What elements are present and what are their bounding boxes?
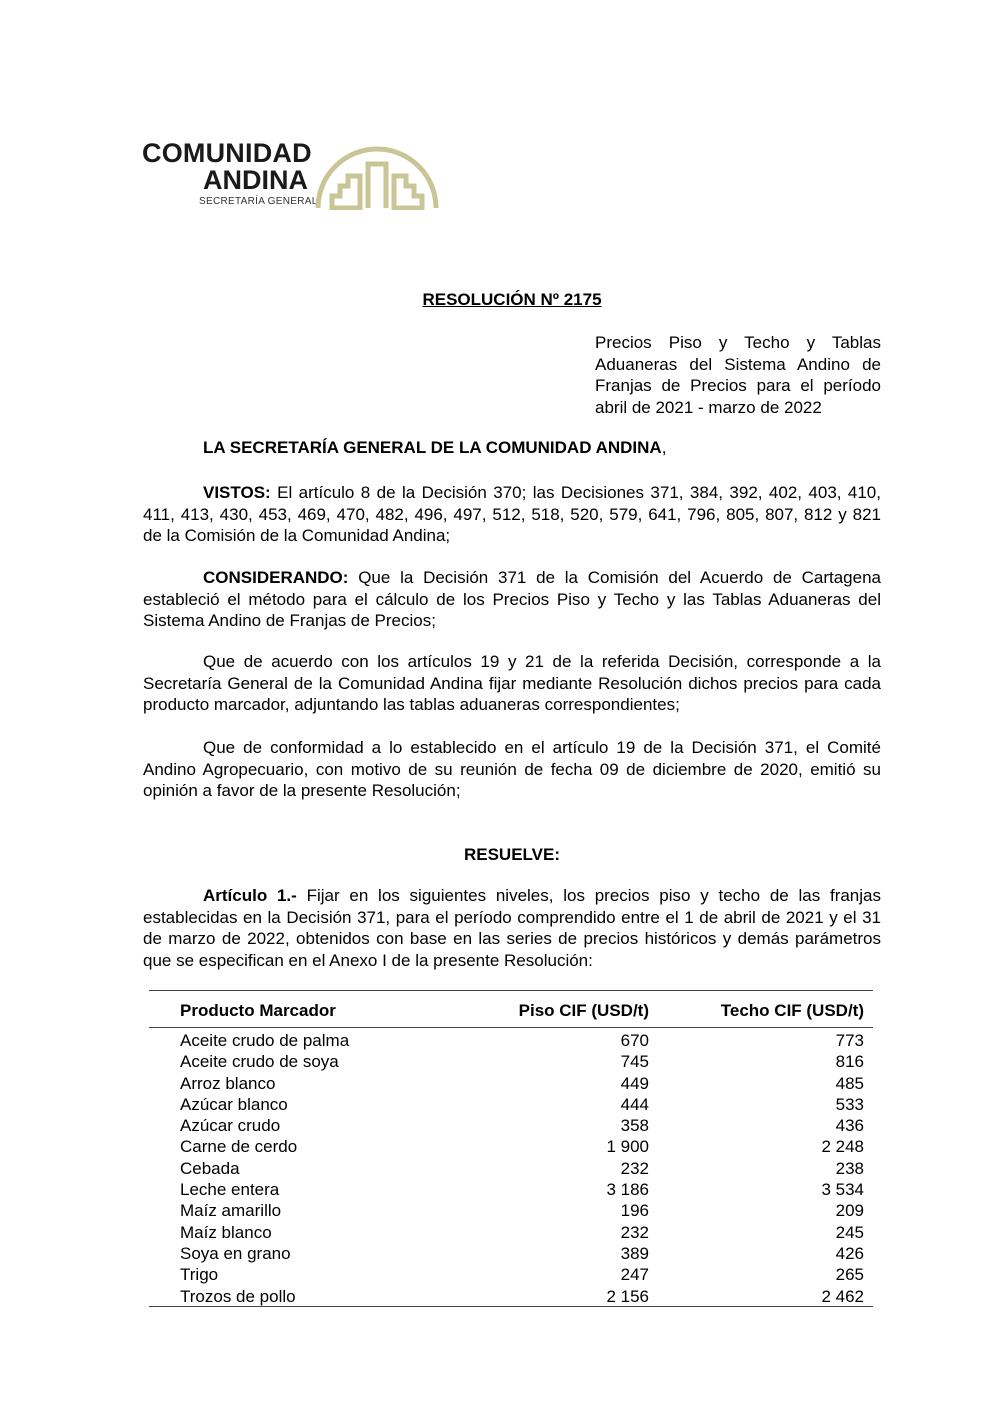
article-1-text: Fijar en los siguientes niveles, los precios piso y techo de las franjas establecidas en la Decisión 371, para el período comprendido entre el 1 de abril de 2021 y el 31 de marzo de 2022, obtenidos con base en las series de precios históricos y demás parámetros que se especifican en el Anexo I de la presente Resolución: [143, 886, 881, 970]
resolution-summary: Precios Piso y Techo y Tablas Aduaneras del Sistema Andino de Franjas de Precios para el período abril de 2021 - marzo de 2022 [595, 333, 881, 417]
cell-techo: 816 [835, 1052, 864, 1072]
table-row [149, 1094, 873, 1115]
table-top-rule [149, 990, 873, 991]
table-header-rule [149, 1027, 873, 1028]
andean-arch-icon [312, 140, 442, 210]
cell-piso: 2 156 [606, 1286, 649, 1306]
considerando-paragraph [143, 567, 881, 632]
cell-techo: 2 248 [821, 1137, 864, 1157]
cell-techo: 265 [835, 1265, 864, 1285]
authority-name: LA SECRETARÍA GENERAL DE LA COMUNIDAD ANDINA [203, 438, 662, 457]
cell-product: Aceite crudo de soya [180, 1052, 339, 1072]
table-row [149, 1179, 873, 1200]
cell-product: Leche entera [180, 1180, 280, 1200]
cell-product: Trozos de pollo [180, 1286, 296, 1306]
article-1-label: Artículo 1.- [203, 886, 297, 905]
vistos-label: VISTOS: [203, 483, 271, 502]
table-row [149, 1051, 873, 1072]
cell-product: Carne de cerdo [180, 1137, 298, 1157]
cell-product: Arroz blanco [180, 1073, 276, 1093]
cell-piso: 389 [620, 1243, 649, 1263]
cell-techo: 426 [835, 1243, 864, 1263]
table-row [149, 1286, 873, 1307]
table-row [149, 1136, 873, 1157]
cell-piso: 232 [620, 1158, 649, 1178]
cell-product: Maíz blanco [180, 1222, 272, 1242]
cell-techo: 485 [835, 1073, 864, 1093]
cell-techo: 245 [835, 1222, 864, 1242]
cell-piso: 1 900 [606, 1137, 649, 1157]
header-piso: Piso CIF (USD/t) [518, 1001, 649, 1020]
cell-piso: 444 [620, 1094, 649, 1114]
header-producto: Producto Marcador [180, 1001, 336, 1020]
table-row [149, 1030, 873, 1051]
cell-piso: 196 [620, 1201, 649, 1221]
cell-piso: 449 [620, 1073, 649, 1093]
cell-product: Cebada [180, 1158, 240, 1178]
cell-piso: 247 [620, 1265, 649, 1285]
logo-line-2: ANDINA [203, 165, 308, 195]
cell-product: Azúcar crudo [180, 1116, 281, 1136]
table-row [149, 1200, 873, 1221]
cell-product: Azúcar blanco [180, 1094, 288, 1114]
cell-product: Aceite crudo de palma [180, 1031, 350, 1050]
cell-piso: 670 [620, 1031, 649, 1050]
cell-techo: 209 [835, 1201, 864, 1221]
cell-techo: 773 [835, 1031, 864, 1050]
resolution-title: RESOLUCIÓN Nº 2175 [422, 290, 602, 309]
cell-techo: 238 [835, 1158, 864, 1178]
table-row [149, 1158, 873, 1179]
vistos-text: El artículo 8 de la Decisión 370; las Decisiones 371, 384, 392, 402, 403, 410, 411, 413, 430, 453, 469, 470, 482, 496, 497, 512, 518, 520, 579, 641, 796, 805, 807, 812 y 821 de la Comisión de la Comunidad Andina; [143, 483, 881, 545]
table-row [149, 1222, 873, 1243]
cell-piso: 358 [620, 1116, 649, 1136]
paragraph-3: Que de conformidad a lo establecido en el artículo 19 de la Decisión 371, el Comité Andino Agropecuario, con motivo de su reunión de fecha 09 de diciembre de 2020, emitió su opinión a favor de la presente Resolución; [143, 738, 881, 800]
logo-line-3: SECRETARÍA GENERAL [199, 196, 318, 207]
cell-piso: 745 [620, 1052, 649, 1072]
cell-techo: 533 [835, 1094, 864, 1114]
table-bottom-rule [149, 1306, 873, 1307]
cell-techo: 2 462 [821, 1286, 864, 1306]
table-body [149, 1030, 873, 1307]
considerando-label: CONSIDERANDO: [203, 568, 349, 587]
vistos-paragraph [143, 482, 881, 547]
cell-product: Maíz amarillo [180, 1201, 282, 1221]
authority-paragraph [143, 437, 881, 459]
cell-product: Trigo [180, 1265, 219, 1285]
table-row [149, 1264, 873, 1285]
paragraph-2: Que de acuerdo con los artículos 19 y 21 de la referida Decisión, corresponde a la Secretaría General de la Comunidad Andina fijar mediante Resolución dichos precios para cada producto marcador, adjuntando las tablas aduaneras correspondientes; [143, 652, 881, 714]
article-1-paragraph [143, 885, 881, 971]
table-row [149, 1073, 873, 1094]
table-row [149, 1115, 873, 1136]
logo-line-1: COMUNIDAD [142, 138, 312, 168]
authority-tail: , [661, 438, 667, 457]
cell-techo: 3 534 [821, 1180, 864, 1200]
resuelve-heading: RESUELVE: [463, 845, 561, 864]
cell-techo: 436 [835, 1116, 864, 1136]
header-techo: Techo CIF (USD/t) [720, 1001, 864, 1020]
considerando-text: Que la Decisión 371 de la Comisión del Acuerdo de Cartagena estableció el método para el cálculo de los Precios Piso y Techo y las Tablas Aduaneras del Sistema Andino de Franjas de Precios; [143, 568, 881, 630]
comunidad-andina-logo [142, 138, 452, 213]
cell-product: Soya en grano [180, 1243, 291, 1263]
cell-piso: 3 186 [606, 1180, 649, 1200]
cell-piso: 232 [620, 1222, 649, 1242]
table-row [149, 1243, 873, 1264]
